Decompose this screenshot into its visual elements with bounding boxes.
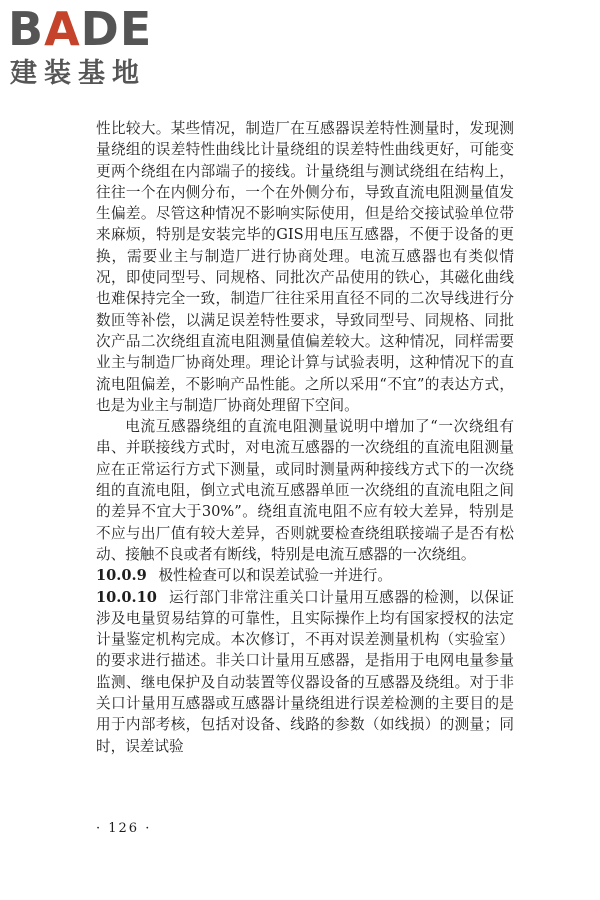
document-body — [96, 118, 514, 757]
clause-10-0-10 — [96, 587, 514, 757]
logo-letter-b: B — [8, 2, 45, 56]
clause-text: 极性检查可以和误差试验一并进行。 — [158, 567, 392, 585]
logo-chinese-name: 建装基地 — [10, 58, 146, 89]
clause-10-0-9 — [96, 565, 514, 586]
clause-text: 运行部门非常注重关口计量用互感器的检测，以保证涉及电量贸易结算的可靠性，且实际操作上均有国家授权的法定计量鉴定机构完成。本次修订，不再对误差测量机构（实验室）的要求进行描述。非关口计量用互感器，是指用于电网电量参量监测、继电保护及自动装置等仪器设备的互感器及绕组。对于非关口计量用互感器或互感器计量绕组进行误差检测的主要目的是用于内部考核，包括对设备、线路的参数（如线损）的测量；同时，误差试验 — [96, 588, 514, 755]
clause-number: 10.0.10 — [96, 588, 157, 606]
paragraph-continued: 性比较大。某些情况，制造厂在互感器误差特性测量时，发现测量绕组的误差特性曲线比计量绕组的误差特性曲线更好，可能变更两个绕组在内部端子的接线。计量绕组与测试绕组在结构上，往往一个在内侧分布，一个在外侧分布，导致直流电阻测量值发生偏差。尽管这种情况不影响实际使用，但是给交接试验单位带来麻烦，特别是安装完毕的GIS用电压互感器，不便于设备的更换，需要业主与制造厂进行协商处理。电流互感器也有类似情况，即使同型号、同规格、同批次产品使用的铁心，其磁化曲线也难保持完全一致，制造厂往往采用直径不同的二次导线进行分数匝等补偿，以满足误差特性要求，导致同型号、同规格、同批次产品二次绕组直流电阻测量值偏差较大。这种情况，同样需要业主与制造厂协商处理。理论计算与试验表明，这种情况下的直流电阻偏差，不影响产品性能。之所以采用“不宜”的表达方式，也是为业主与制造厂协商处理留下空间。 — [96, 120, 514, 414]
brand-logo — [8, 4, 178, 92]
logo-letters-de: DE — [80, 2, 153, 56]
logo-wordmark — [8, 4, 152, 54]
paragraph-ct-winding-resistance: 电流互感器绕组的直流电阻测量说明中增加了“一次绕组有串、并联接线方式时，对电流互感器的一次绕组的直流电阻测量应在正常运行方式下测量，或同时测量两种接线方式下的一次绕组的直流电阻，倒立式电流互感器单匝一次绕组的直流电阻之间的差异不宜大于30%”。绕组直流电阻不应有较大差异，特别是不应与出厂值有较大差异，否则就要检查绕组联接端子是否有松动、接触不良或者有断线，特别是电流互感器的一次绕组。 — [96, 418, 514, 563]
clause-number: 10.0.9 — [96, 567, 147, 585]
logo-letter-a-accent: A — [44, 2, 81, 56]
page-number: · 126 · — [96, 821, 152, 836]
